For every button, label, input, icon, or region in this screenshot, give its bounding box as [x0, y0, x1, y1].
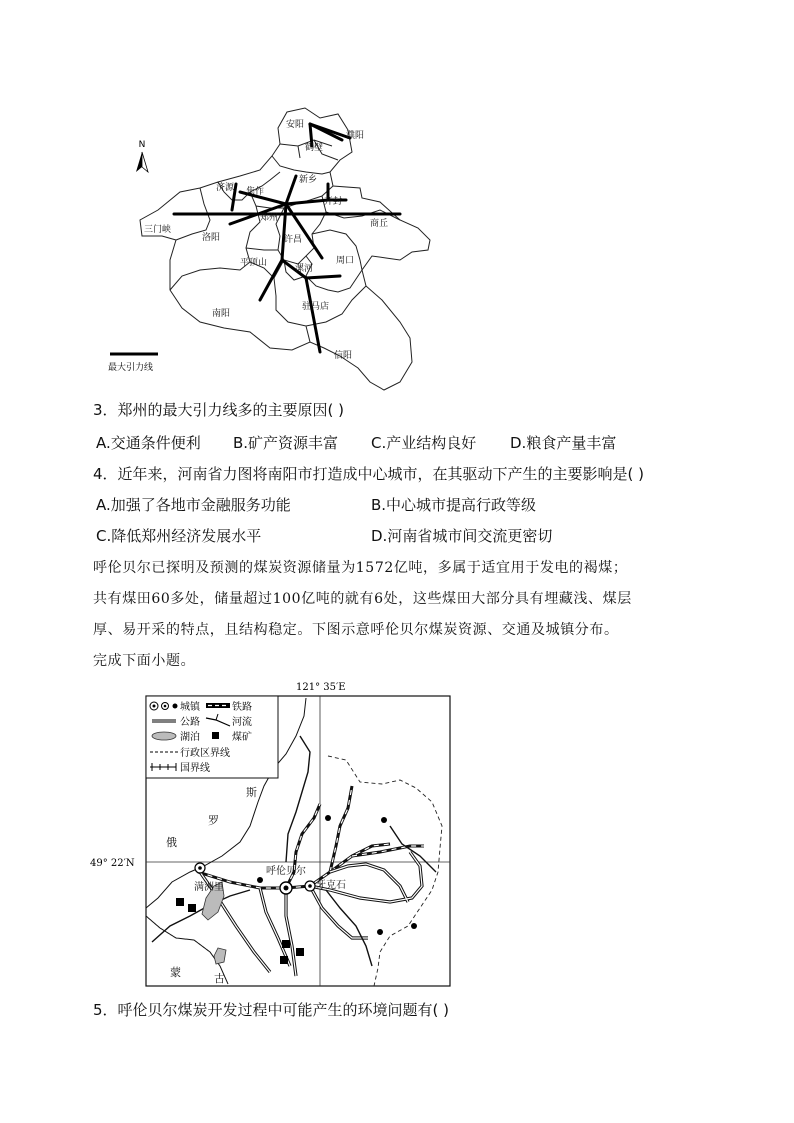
city-luohe: 漯河: [295, 264, 314, 274]
q4-option-a[interactable]: A.加强了各地市金融服务功能: [96, 496, 291, 514]
city-zhumadian: 驻马店: [302, 302, 330, 312]
legend-railway-label: 铁路: [232, 702, 252, 713]
q4-option-d[interactable]: D.河南省城市间交流更密切: [371, 527, 553, 545]
city-jiaozuo: 焦作: [246, 187, 265, 197]
label-yakeshi: 牙克石: [316, 880, 346, 891]
label-luo: 罗: [208, 814, 219, 827]
longitude-label: 121° 35′E: [296, 682, 346, 693]
label-meng: 蒙: [170, 966, 181, 979]
city-nanyang: 南阳: [212, 309, 231, 319]
city-luoyang: 洛阳: [202, 233, 221, 243]
city-pingdingshan: 平顶山: [240, 258, 268, 268]
legend-road-label: 公路: [180, 717, 200, 728]
map2-legend: [146, 696, 278, 778]
q3-option-b[interactable]: B.矿产资源丰富: [233, 434, 339, 452]
city-xinyang: 信阳: [334, 351, 353, 361]
label-si: 斯: [246, 786, 257, 799]
passage-line: 厚、易开采的特点，且结构稳定。下图示意呼伦贝尔煤炭资源、交通及城镇分布。: [93, 622, 619, 638]
label-manzhouli: 满洲里: [194, 882, 224, 893]
q5-stem: 5．呼伦贝尔煤炭开发过程中可能产生的环境问题有( ): [93, 1001, 450, 1019]
north-arrow-icon: [136, 140, 148, 172]
legend-river-label: 河流: [232, 717, 252, 728]
label-gu: 古: [214, 972, 225, 985]
city-hebi: 鹤壁: [305, 143, 324, 153]
city-anyang: 安阳: [286, 120, 305, 130]
henan-gravity-map: [100, 100, 440, 395]
hulunbuir-map: [90, 676, 460, 990]
q3-option-a[interactable]: A.交通条件便利: [96, 434, 201, 452]
legend-town-label: 城镇: [180, 702, 200, 713]
passage-line: 共有煤田60多处，储量超过100亿吨的就有6处，这些煤田大部分具有埋藏浅、煤层: [93, 591, 632, 607]
city-zhengzhou: 郑州: [260, 213, 279, 223]
q4-stem: 4．近年来，河南省力图将南阳市打造成中心城市，在其驱动下产生的主要影响是( ): [93, 465, 645, 483]
map1-legend-label: 最大引力线: [108, 363, 154, 373]
city-kaifeng: 开封: [324, 197, 343, 207]
legend-admin-boundary-label: 行政区界线: [180, 748, 230, 759]
legend-coal-label: 煤矿: [232, 732, 252, 743]
passage-line: 呼伦贝尔已探明及预测的煤炭资源储量为1572亿吨，多属于适宜用于发电的褐煤；: [93, 560, 628, 576]
city-xuchang: 许昌: [284, 235, 303, 245]
legend-national-boundary-label: 国界线: [180, 763, 210, 774]
city-jiyuan: 济源: [216, 183, 235, 193]
q3-stem: 3．郑州的最大引力线多的主要原因( ): [93, 401, 345, 419]
label-e: 俄: [166, 836, 177, 849]
city-xinxiang: 新乡: [299, 175, 318, 185]
latitude-label: 49° 22′N: [90, 858, 135, 869]
legend-lake-label: 湖泊: [180, 732, 200, 743]
henan-outline: [140, 108, 430, 390]
city-zhoukou: 周口: [336, 256, 355, 266]
q3-option-c[interactable]: C.产业结构良好: [371, 434, 477, 452]
label-hulunbuir: 呼伦贝尔: [266, 866, 306, 877]
q4-option-c[interactable]: C.降低郑州经济发展水平: [96, 527, 262, 545]
city-shangqiu: 商丘: [370, 219, 389, 229]
q3-option-d[interactable]: D.粮食产量丰富: [510, 434, 617, 452]
passage-line: 完成下面小题。: [93, 653, 196, 669]
q4-option-b[interactable]: B.中心城市提高行政等级: [371, 496, 537, 514]
passage: [93, 553, 703, 677]
svg-text:N: N: [138, 140, 146, 150]
city-sanmenxia: 三门峡: [144, 225, 172, 235]
city-puyang: 濮阳: [346, 131, 365, 141]
